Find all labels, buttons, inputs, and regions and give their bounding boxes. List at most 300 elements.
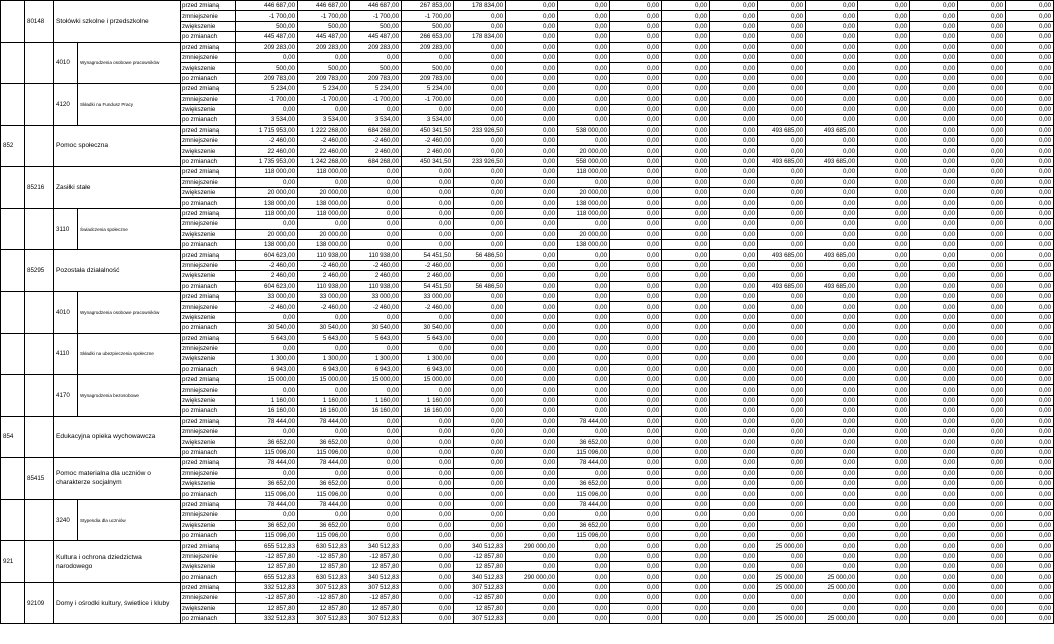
amount-cell: 209 283,00 [298, 42, 350, 52]
amount-cell: 0,00 [506, 52, 558, 62]
amount-cell: 233 926,50 [454, 156, 506, 166]
amount-cell: 0,00 [506, 406, 558, 416]
amount-cell: 500,00 [350, 21, 402, 31]
amount-cell: 0,00 [958, 416, 1006, 426]
amount-cell: 118 000,00 [558, 167, 610, 177]
amount-cell: 12 857,80 [454, 562, 506, 572]
stage-label-cell: zmniejszenie [181, 468, 236, 478]
amount-cell: 0,00 [662, 63, 710, 73]
rozdzial-code-cell [25, 375, 54, 417]
dzial-code-cell: 852 [1, 125, 25, 167]
amount-cell: 0,00 [506, 499, 558, 509]
amount-cell: 0,00 [1006, 167, 1054, 177]
amount-cell: 0,00 [758, 354, 806, 364]
amount-cell: 0,00 [454, 489, 506, 499]
amount-cell: 0,00 [806, 260, 858, 270]
amount-cell: 0,00 [1006, 385, 1054, 395]
amount-cell: 0,00 [710, 271, 758, 281]
amount-cell: 0,00 [758, 104, 806, 114]
amount-cell: 0,00 [298, 343, 350, 353]
amount-cell: 0,00 [558, 271, 610, 281]
rozdzial-code-cell [25, 125, 54, 167]
amount-cell: 0,00 [710, 406, 758, 416]
amount-cell: 0,00 [402, 562, 454, 572]
amount-cell: 78 444,00 [558, 458, 610, 468]
amount-cell: 0,00 [662, 239, 710, 249]
amount-cell: 0,00 [710, 281, 758, 291]
amount-cell: 0,00 [662, 52, 710, 62]
amount-cell: 0,00 [610, 562, 662, 572]
amount-cell: 0,00 [710, 115, 758, 125]
amount-cell: 20 000,00 [236, 188, 298, 198]
amount-cell: 0,00 [558, 84, 610, 94]
amount-cell: 0,00 [958, 229, 1006, 239]
stage-label-cell: zwiększenie [181, 354, 236, 364]
amount-cell: 0,00 [506, 395, 558, 405]
amount-cell: 0,00 [298, 385, 350, 395]
amount-cell: 0,00 [506, 458, 558, 468]
amount-cell: 0,00 [506, 208, 558, 218]
amount-cell: 0,00 [958, 447, 1006, 457]
amount-cell: 12 857,80 [236, 562, 298, 572]
amount-cell: 0,00 [958, 614, 1006, 624]
amount-cell: 33 000,00 [236, 291, 298, 301]
amount-cell: 0,00 [758, 562, 806, 572]
amount-cell: 0,00 [402, 239, 454, 249]
paragraf-code-cell: 4010 [54, 291, 78, 333]
amount-cell: 33 000,00 [298, 291, 350, 301]
amount-cell: 0,00 [558, 52, 610, 62]
amount-cell: -2 460,00 [298, 260, 350, 270]
amount-cell: 0,00 [858, 84, 910, 94]
amount-cell: 0,00 [662, 104, 710, 114]
amount-cell: 500,00 [298, 21, 350, 31]
amount-cell: 0,00 [858, 406, 910, 416]
rozdzial-code-cell: 85216 [25, 167, 54, 209]
amount-cell: 0,00 [758, 229, 806, 239]
amount-cell: 0,00 [958, 32, 1006, 42]
amount-cell: 0,00 [1006, 582, 1054, 592]
amount-cell: 20 000,00 [236, 229, 298, 239]
amount-cell: 209 783,00 [402, 73, 454, 83]
amount-cell: 0,00 [610, 1, 662, 11]
amount-cell: 0,00 [958, 364, 1006, 374]
amount-cell: 2 460,00 [402, 271, 454, 281]
amount-cell: 0,00 [910, 458, 958, 468]
amount-cell: 0,00 [958, 562, 1006, 572]
amount-cell: 0,00 [758, 468, 806, 478]
amount-cell: 0,00 [806, 593, 858, 603]
amount-cell: 36 652,00 [558, 520, 610, 530]
amount-cell: 0,00 [858, 489, 910, 499]
amount-cell: 0,00 [662, 250, 710, 260]
amount-cell: 209 283,00 [350, 42, 402, 52]
amount-cell: 0,00 [758, 364, 806, 374]
amount-cell: 0,00 [610, 478, 662, 488]
amount-cell: 0,00 [558, 541, 610, 551]
amount-cell: 0,00 [710, 104, 758, 114]
amount-cell: 0,00 [958, 198, 1006, 208]
amount-cell: 5 234,00 [298, 84, 350, 94]
amount-cell: 0,00 [710, 11, 758, 21]
amount-cell: 0,00 [758, 52, 806, 62]
stage-label-cell: zwiększenie [181, 395, 236, 405]
amount-cell: 0,00 [506, 21, 558, 31]
amount-cell: 0,00 [958, 437, 1006, 447]
amount-cell: 0,00 [506, 478, 558, 488]
paragraf-code-cell: 3110 [54, 208, 78, 250]
amount-cell: 0,00 [350, 468, 402, 478]
amount-cell: 0,00 [806, 84, 858, 94]
amount-cell: 0,00 [558, 94, 610, 104]
amount-cell: -12 857,80 [298, 593, 350, 603]
stage-label-cell: po zmianach [181, 32, 236, 42]
amount-cell: 0,00 [910, 447, 958, 457]
amount-cell: 0,00 [662, 42, 710, 52]
amount-cell: 0,00 [662, 395, 710, 405]
amount-cell: 0,00 [910, 478, 958, 488]
amount-cell: 0,00 [910, 125, 958, 135]
amount-cell: 0,00 [1006, 271, 1054, 281]
amount-cell: 0,00 [1006, 375, 1054, 385]
amount-cell: 0,00 [710, 63, 758, 73]
amount-cell: 0,00 [558, 354, 610, 364]
amount-cell: 0,00 [1006, 84, 1054, 94]
amount-cell: 0,00 [1006, 614, 1054, 624]
amount-cell: 54 451,50 [402, 281, 454, 291]
table-row [1, 125, 1054, 135]
amount-cell: 0,00 [454, 333, 506, 343]
amount-cell: 0,00 [662, 541, 710, 551]
paragraf-code-cell: 4170 [54, 375, 78, 417]
amount-cell: 0,00 [858, 551, 910, 561]
amount-cell: 446 687,00 [236, 1, 298, 11]
amount-cell: 0,00 [858, 250, 910, 260]
amount-cell: 25 000,00 [806, 572, 858, 582]
amount-cell: 0,00 [350, 104, 402, 114]
amount-cell: 0,00 [454, 177, 506, 187]
amount-cell: 0,00 [506, 302, 558, 312]
amount-cell: 0,00 [454, 364, 506, 374]
dzial-code-cell [1, 291, 25, 333]
amount-cell: 0,00 [610, 427, 662, 437]
amount-cell: 0,00 [454, 94, 506, 104]
amount-cell: 684 268,00 [350, 125, 402, 135]
amount-cell: 500,00 [298, 63, 350, 73]
amount-cell: 0,00 [506, 104, 558, 114]
amount-cell: 12 857,80 [454, 603, 506, 613]
amount-cell: -2 460,00 [298, 302, 350, 312]
amount-cell: 0,00 [758, 478, 806, 488]
amount-cell: 0,00 [662, 323, 710, 333]
amount-cell: 0,00 [506, 156, 558, 166]
amount-cell: 138 000,00 [298, 239, 350, 249]
amount-cell: 0,00 [806, 312, 858, 322]
amount-cell: 0,00 [958, 323, 1006, 333]
amount-cell: 0,00 [1006, 364, 1054, 374]
amount-cell: 0,00 [806, 520, 858, 530]
amount-cell: 0,00 [958, 520, 1006, 530]
amount-cell: 0,00 [806, 21, 858, 31]
amount-cell: 20 000,00 [558, 146, 610, 156]
amount-cell: 0,00 [610, 603, 662, 613]
amount-cell: 0,00 [758, 551, 806, 561]
amount-cell: 0,00 [758, 530, 806, 540]
amount-cell: 0,00 [506, 427, 558, 437]
stage-label-cell: przed zmianą [181, 416, 236, 426]
amount-cell: 445 487,00 [298, 32, 350, 42]
amount-cell: 0,00 [1006, 291, 1054, 301]
amount-cell: 0,00 [610, 499, 662, 509]
amount-cell: 0,00 [806, 447, 858, 457]
amount-cell: 2 460,00 [350, 271, 402, 281]
amount-cell: 0,00 [858, 510, 910, 520]
amount-cell: 0,00 [506, 94, 558, 104]
amount-cell: 0,00 [454, 447, 506, 457]
stage-label-cell: po zmianach [181, 239, 236, 249]
amount-cell: 0,00 [910, 343, 958, 353]
amount-cell: 290 000,00 [506, 541, 558, 551]
stage-label-cell: przed zmianą [181, 375, 236, 385]
amount-cell: 0,00 [558, 582, 610, 592]
dzial-code-cell [1, 582, 25, 624]
amount-cell: 0,00 [910, 271, 958, 281]
amount-cell: 0,00 [958, 21, 1006, 31]
amount-cell: 0,00 [1006, 541, 1054, 551]
amount-cell: 5 643,00 [298, 333, 350, 343]
amount-cell: 0,00 [402, 447, 454, 457]
amount-cell: 0,00 [350, 520, 402, 530]
amount-cell: 0,00 [910, 229, 958, 239]
amount-cell: 110 938,00 [298, 281, 350, 291]
amount-cell: 0,00 [454, 42, 506, 52]
amount-cell: 178 834,00 [454, 32, 506, 42]
amount-cell: 0,00 [858, 437, 910, 447]
amount-cell: 5 643,00 [402, 333, 454, 343]
amount-cell: 307 512,83 [454, 582, 506, 592]
amount-cell: 0,00 [758, 260, 806, 270]
amount-cell: 0,00 [758, 42, 806, 52]
amount-cell: 0,00 [910, 510, 958, 520]
amount-cell: 0,00 [858, 603, 910, 613]
amount-cell: 0,00 [806, 499, 858, 509]
amount-cell: 0,00 [710, 458, 758, 468]
amount-cell: 0,00 [506, 312, 558, 322]
amount-cell: 1 300,00 [298, 354, 350, 364]
amount-cell: 0,00 [558, 562, 610, 572]
amount-cell: 0,00 [710, 375, 758, 385]
amount-cell: 446 687,00 [298, 1, 350, 11]
amount-cell: 0,00 [710, 427, 758, 437]
amount-cell: 0,00 [710, 551, 758, 561]
amount-cell: 36 652,00 [298, 437, 350, 447]
amount-cell: 0,00 [454, 115, 506, 125]
amount-cell: 0,00 [1006, 239, 1054, 249]
amount-cell: 0,00 [298, 219, 350, 229]
amount-cell: -1 700,00 [298, 94, 350, 104]
amount-cell: 0,00 [758, 416, 806, 426]
amount-cell: -1 700,00 [236, 94, 298, 104]
amount-cell: 0,00 [710, 614, 758, 624]
amount-cell: 0,00 [236, 343, 298, 353]
amount-cell: 0,00 [662, 167, 710, 177]
amount-cell: 0,00 [662, 343, 710, 353]
rozdzial-code-cell: 80148 [25, 1, 54, 43]
amount-cell: 1 715 953,00 [236, 125, 298, 135]
amount-cell: 0,00 [806, 478, 858, 488]
paragraf-name-cell: Składki na Fundusz Pracy [78, 84, 181, 126]
stage-label-cell: przed zmianą [181, 125, 236, 135]
amount-cell: -2 460,00 [298, 136, 350, 146]
amount-cell: 0,00 [610, 73, 662, 83]
rozdzial-code-cell [25, 208, 54, 250]
amount-cell: 0,00 [558, 312, 610, 322]
amount-cell: 0,00 [662, 458, 710, 468]
amount-cell: 0,00 [958, 52, 1006, 62]
amount-cell: 0,00 [958, 63, 1006, 73]
amount-cell: 0,00 [910, 1, 958, 11]
amount-cell: 25 000,00 [758, 572, 806, 582]
amount-cell: 12 857,80 [350, 603, 402, 613]
amount-cell: 0,00 [710, 541, 758, 551]
amount-cell: 0,00 [506, 520, 558, 530]
amount-cell: 0,00 [1006, 562, 1054, 572]
amount-cell: 0,00 [350, 219, 402, 229]
amount-cell: 0,00 [758, 603, 806, 613]
amount-cell: 0,00 [610, 406, 662, 416]
paragraf-code-cell: 4010 [54, 42, 78, 84]
amount-cell: 0,00 [610, 520, 662, 530]
amount-cell: 0,00 [958, 84, 1006, 94]
amount-cell: 0,00 [958, 343, 1006, 353]
amount-cell: 0,00 [454, 63, 506, 73]
amount-cell: 0,00 [454, 468, 506, 478]
amount-cell: 0,00 [506, 343, 558, 353]
amount-cell: 0,00 [662, 146, 710, 156]
amount-cell: 0,00 [710, 395, 758, 405]
amount-cell: 0,00 [454, 146, 506, 156]
amount-cell: 0,00 [402, 219, 454, 229]
amount-cell: 36 652,00 [298, 520, 350, 530]
amount-cell: 0,00 [710, 125, 758, 135]
amount-cell: 0,00 [758, 115, 806, 125]
amount-cell: 0,00 [910, 489, 958, 499]
amount-cell: 0,00 [298, 312, 350, 322]
amount-cell: 118 000,00 [298, 167, 350, 177]
amount-cell: 0,00 [1006, 572, 1054, 582]
amount-cell: 0,00 [710, 520, 758, 530]
amount-cell: 0,00 [558, 406, 610, 416]
amount-cell: 0,00 [558, 63, 610, 73]
amount-cell: 0,00 [710, 562, 758, 572]
amount-cell: 0,00 [758, 73, 806, 83]
amount-cell: 1 300,00 [236, 354, 298, 364]
amount-cell: 115 096,00 [298, 530, 350, 540]
amount-cell: 0,00 [910, 250, 958, 260]
amount-cell: 0,00 [454, 458, 506, 468]
table-row [1, 42, 1054, 52]
amount-cell: 1 735 953,00 [236, 156, 298, 166]
amount-cell: 0,00 [506, 437, 558, 447]
paragraf-code-cell: 4120 [54, 84, 78, 126]
amount-cell: 0,00 [236, 510, 298, 520]
amount-cell: 0,00 [454, 406, 506, 416]
amount-cell: 0,00 [858, 614, 910, 624]
amount-cell: 0,00 [958, 125, 1006, 135]
amount-cell: 0,00 [506, 323, 558, 333]
stage-label-cell: po zmianach [181, 364, 236, 374]
amount-cell: 6 943,00 [236, 364, 298, 374]
amount-cell: 0,00 [454, 312, 506, 322]
amount-cell: 0,00 [858, 458, 910, 468]
amount-cell: 0,00 [910, 156, 958, 166]
amount-cell: 0,00 [710, 499, 758, 509]
dzial-name-cell: Pomoc społeczna [54, 125, 181, 167]
amount-cell: 0,00 [454, 11, 506, 21]
amount-cell: 0,00 [858, 375, 910, 385]
amount-cell: 0,00 [710, 468, 758, 478]
amount-cell: 0,00 [1006, 520, 1054, 530]
amount-cell: 500,00 [236, 63, 298, 73]
amount-cell: 0,00 [558, 136, 610, 146]
amount-cell: 0,00 [910, 239, 958, 249]
amount-cell: 0,00 [610, 11, 662, 21]
amount-cell: 0,00 [350, 188, 402, 198]
amount-cell: 115 096,00 [558, 489, 610, 499]
amount-cell: 0,00 [610, 530, 662, 540]
amount-cell: 0,00 [454, 323, 506, 333]
amount-cell: 0,00 [910, 177, 958, 187]
amount-cell: 0,00 [662, 562, 710, 572]
amount-cell: 0,00 [506, 239, 558, 249]
amount-cell: 0,00 [350, 458, 402, 468]
stage-label-cell: zwiększenie [181, 478, 236, 488]
amount-cell: 115 096,00 [236, 447, 298, 457]
amount-cell: 0,00 [610, 21, 662, 31]
amount-cell: 0,00 [558, 32, 610, 42]
amount-cell: 0,00 [298, 468, 350, 478]
amount-cell: 0,00 [758, 312, 806, 322]
amount-cell: 0,00 [710, 208, 758, 218]
amount-cell: 0,00 [1006, 146, 1054, 156]
amount-cell: 16 160,00 [350, 406, 402, 416]
amount-cell: 0,00 [958, 73, 1006, 83]
amount-cell: 0,00 [710, 478, 758, 488]
amount-cell: 0,00 [710, 354, 758, 364]
amount-cell: 0,00 [506, 614, 558, 624]
amount-cell: 0,00 [506, 84, 558, 94]
amount-cell: 0,00 [350, 52, 402, 62]
amount-cell: 0,00 [858, 582, 910, 592]
amount-cell: 0,00 [454, 73, 506, 83]
amount-cell: -1 700,00 [298, 11, 350, 21]
amount-cell: 0,00 [1006, 343, 1054, 353]
amount-cell: 0,00 [558, 603, 610, 613]
stage-label-cell: po zmianach [181, 115, 236, 125]
stage-label-cell: zwiększenie [181, 312, 236, 322]
amount-cell: 0,00 [1006, 73, 1054, 83]
dzial-code-cell [1, 458, 25, 500]
amount-cell: 0,00 [858, 188, 910, 198]
amount-cell: 0,00 [758, 343, 806, 353]
stage-label-cell: po zmianach [181, 73, 236, 83]
dzial-code-cell [1, 167, 25, 209]
amount-cell: 12 857,80 [236, 603, 298, 613]
amount-cell: 0,00 [910, 167, 958, 177]
amount-cell: 0,00 [454, 208, 506, 218]
amount-cell: 0,00 [662, 84, 710, 94]
amount-cell: 0,00 [506, 188, 558, 198]
